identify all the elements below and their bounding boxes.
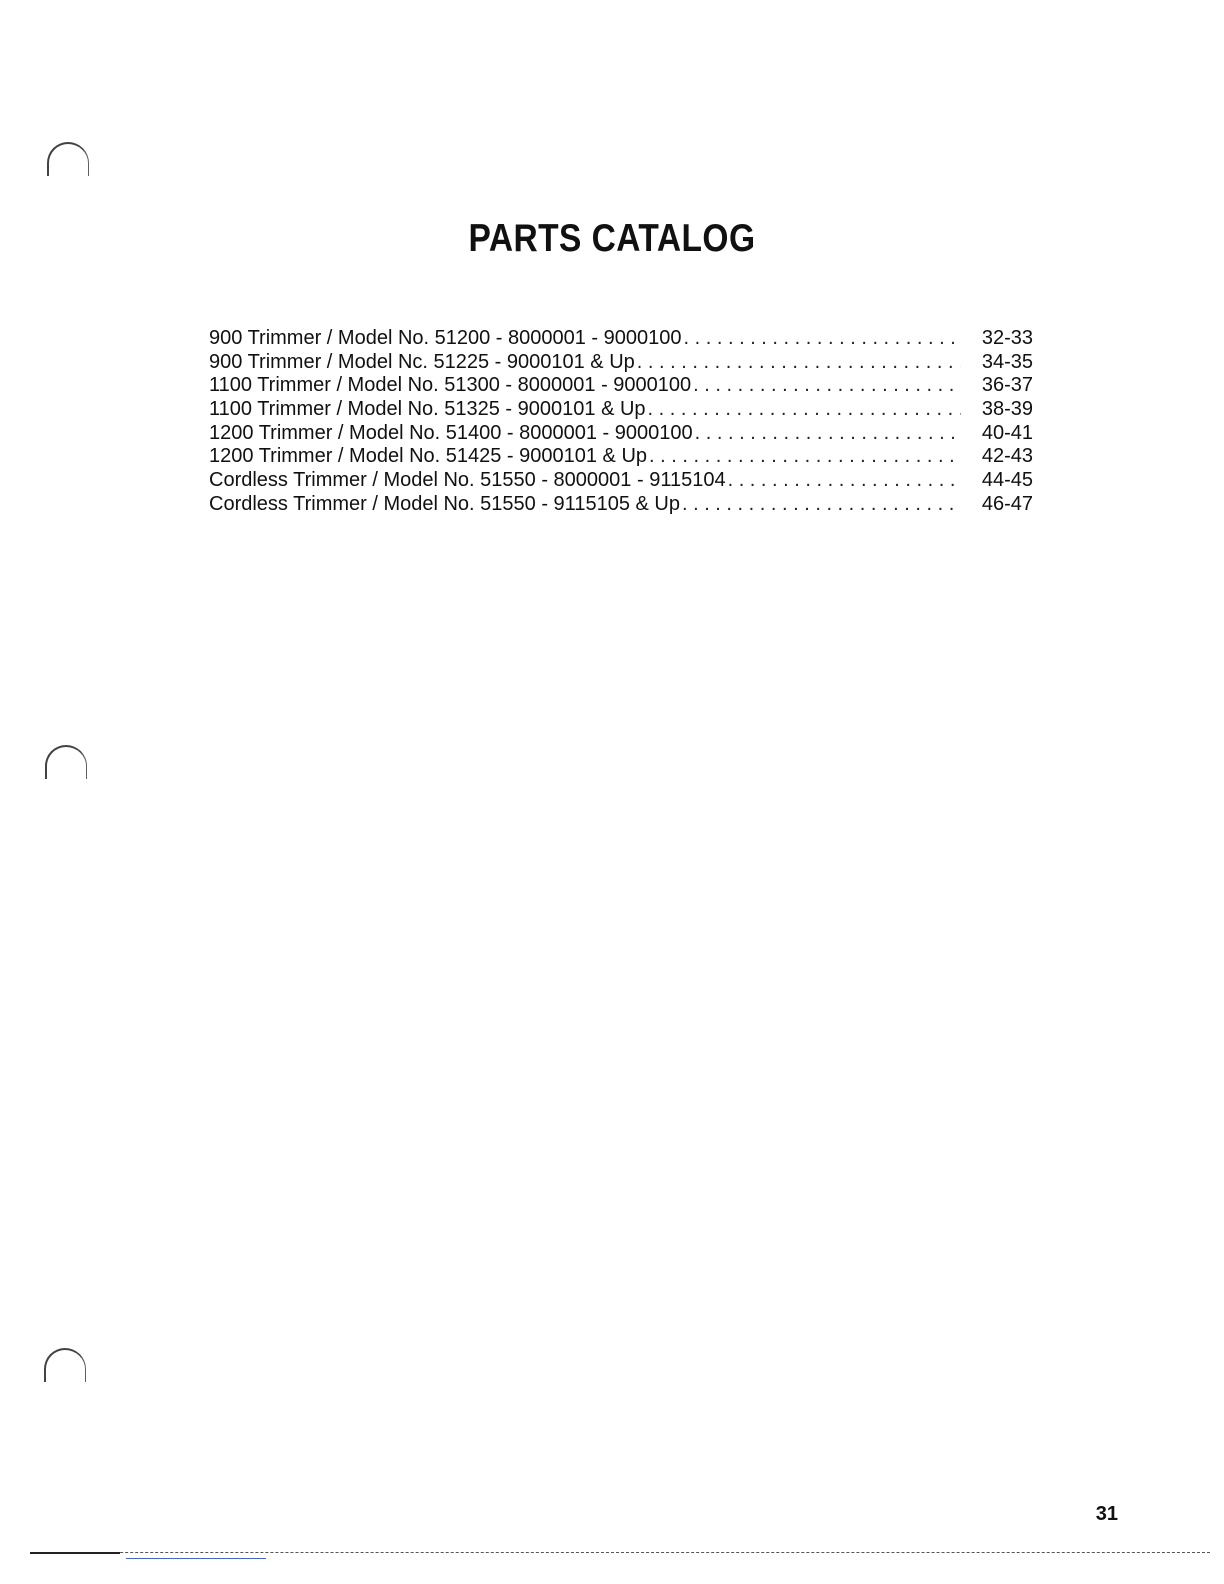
toc-row: [209, 493, 1033, 517]
toc-entry-label: 1200 Trimmer / Model No. 51425 - 9000101 & Up: [209, 445, 648, 468]
toc-row: [209, 422, 1033, 446]
toc-row: [209, 351, 1033, 375]
toc-page-range: 40-41: [981, 421, 1033, 444]
toc-page-range: 32-33: [981, 327, 1033, 349]
toc-dot-leader: [637, 351, 961, 374]
toc-entry-label: 900 Trimmer / Model No. 51200 - 8000001 - 9000100: [209, 327, 682, 349]
toc-entry-label: 1100 Trimmer / Model No. 51325 - 9000101 & Up: [209, 398, 646, 421]
toc-page-range: 46-47: [981, 492, 1033, 515]
toc-row: [209, 374, 1033, 398]
toc-row: [209, 327, 1033, 351]
toc-dot-leader: [684, 327, 961, 350]
toc-entry-label: 900 Trimmer / Model Nc. 51225 - 9000101 & Up: [209, 350, 635, 373]
toc-row: [209, 469, 1033, 493]
toc-page-range: 36-37: [981, 374, 1033, 397]
toc-page-range: 34-35: [981, 350, 1033, 373]
bottom-divider: [30, 1552, 1210, 1553]
toc-dot-leader: [695, 422, 961, 445]
toc-entry-label: 1200 Trimmer / Model No. 51400 - 8000001 - 9000100: [209, 421, 693, 444]
binder-hole-mark: [47, 142, 89, 176]
toc-entry-label: Cordless Trimmer / Model No. 51550 - 9115105 & Up: [209, 492, 680, 515]
toc-dot-leader: [693, 374, 961, 397]
toc-dot-leader: [649, 445, 961, 468]
page-number: 31: [1095, 1503, 1118, 1525]
toc-entry-label: Cordless Trimmer / Model No. 51550 - 8000001 - 9115104: [209, 469, 726, 492]
toc-entry-label: 1100 Trimmer / Model No. 51300 - 8000001 - 9000100: [209, 374, 692, 397]
scan-blue-line: [126, 1558, 266, 1559]
toc-page-range: 42-43: [981, 445, 1033, 468]
toc-row: [209, 398, 1033, 422]
toc-page-range: 44-45: [981, 469, 1033, 492]
toc-dot-leader: [682, 493, 961, 516]
toc-page-range: 38-39: [981, 398, 1033, 421]
page-title: PARTS CATALOG: [468, 217, 756, 260]
toc-row: [209, 445, 1033, 469]
binder-hole-mark: [44, 1348, 86, 1382]
toc-dot-leader: [728, 469, 961, 492]
table-of-contents: [209, 327, 1033, 517]
toc-dot-leader: [648, 398, 961, 421]
bottom-divider-accent: [30, 1552, 120, 1554]
binder-hole-mark: [45, 745, 87, 779]
